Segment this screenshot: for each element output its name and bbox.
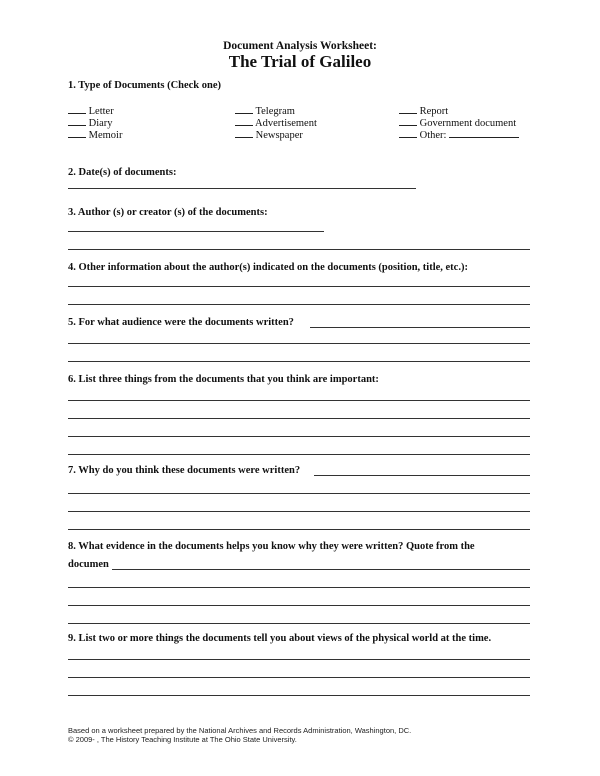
worksheet-subtitle: Document Analysis Worksheet: bbox=[223, 40, 377, 52]
option-report[interactable]: Report bbox=[399, 104, 448, 117]
option-newspaper[interactable]: Newspaper bbox=[235, 128, 303, 141]
answer-line[interactable] bbox=[68, 493, 530, 494]
answer-line[interactable] bbox=[112, 569, 530, 570]
answer-line[interactable] bbox=[68, 361, 530, 362]
option-letter[interactable]: Letter bbox=[68, 104, 114, 117]
answer-line[interactable] bbox=[68, 529, 530, 530]
question-9: 9. List two or more things the documents tell you about views of the physical world at the time. bbox=[68, 633, 492, 644]
option-memoir[interactable]: Memoir bbox=[68, 128, 122, 141]
option-government-document[interactable]: Government document bbox=[399, 116, 516, 129]
answer-line[interactable] bbox=[68, 343, 530, 344]
question-7: 7. Why do you think these documents were written? bbox=[68, 465, 301, 476]
question-8: 8. What evidence in the documents helps you know why they were written? Quote from the bbox=[68, 541, 475, 552]
answer-line[interactable] bbox=[68, 249, 530, 250]
answer-line[interactable] bbox=[310, 327, 530, 328]
answer-line[interactable] bbox=[68, 605, 530, 606]
question-3: 3. Author (s) or creator (s) of the documents: bbox=[68, 207, 268, 218]
question-2: 2. Date(s) of documents: bbox=[68, 167, 177, 178]
option-telegram[interactable]: Telegram bbox=[235, 104, 295, 117]
answer-line[interactable] bbox=[68, 304, 530, 305]
worksheet-title: The Trial of Galileo bbox=[228, 52, 372, 71]
answer-line[interactable] bbox=[68, 286, 530, 287]
answer-line[interactable] bbox=[68, 511, 530, 512]
answer-line[interactable] bbox=[68, 695, 530, 696]
option-advertisement[interactable]: Advertisement bbox=[235, 116, 317, 129]
option-other[interactable]: Other: bbox=[399, 128, 519, 141]
question-1: 1. Type of Documents (Check one) bbox=[68, 80, 222, 91]
answer-line[interactable] bbox=[68, 587, 530, 588]
question-8-continuation: documen bbox=[68, 559, 109, 570]
answer-line[interactable] bbox=[68, 436, 530, 437]
question-5: 5. For what audience were the documents written? bbox=[68, 317, 294, 328]
answer-line[interactable] bbox=[68, 623, 530, 624]
answer-line[interactable] bbox=[68, 454, 530, 455]
question-6: 6. List three things from the documents that you think are important: bbox=[68, 374, 379, 385]
question-4: 4. Other information about the author(s) indicated on the documents (position, title, etc.): bbox=[68, 262, 468, 273]
answer-line[interactable] bbox=[68, 677, 530, 678]
answer-line[interactable] bbox=[68, 659, 530, 660]
answer-line[interactable] bbox=[68, 400, 530, 401]
answer-line[interactable] bbox=[68, 231, 324, 232]
answer-line[interactable] bbox=[68, 418, 530, 419]
answer-line[interactable] bbox=[314, 475, 530, 476]
option-diary[interactable]: Diary bbox=[68, 116, 113, 129]
other-answer-line bbox=[449, 128, 519, 138]
footer-credit: Based on a worksheet prepared by the National Archives and Records Administration, Washington, DC. bbox=[68, 726, 412, 735]
footer-copyright: © 2009- , The History Teaching Institute at The Ohio State University. bbox=[68, 735, 297, 744]
answer-line[interactable] bbox=[68, 188, 416, 189]
